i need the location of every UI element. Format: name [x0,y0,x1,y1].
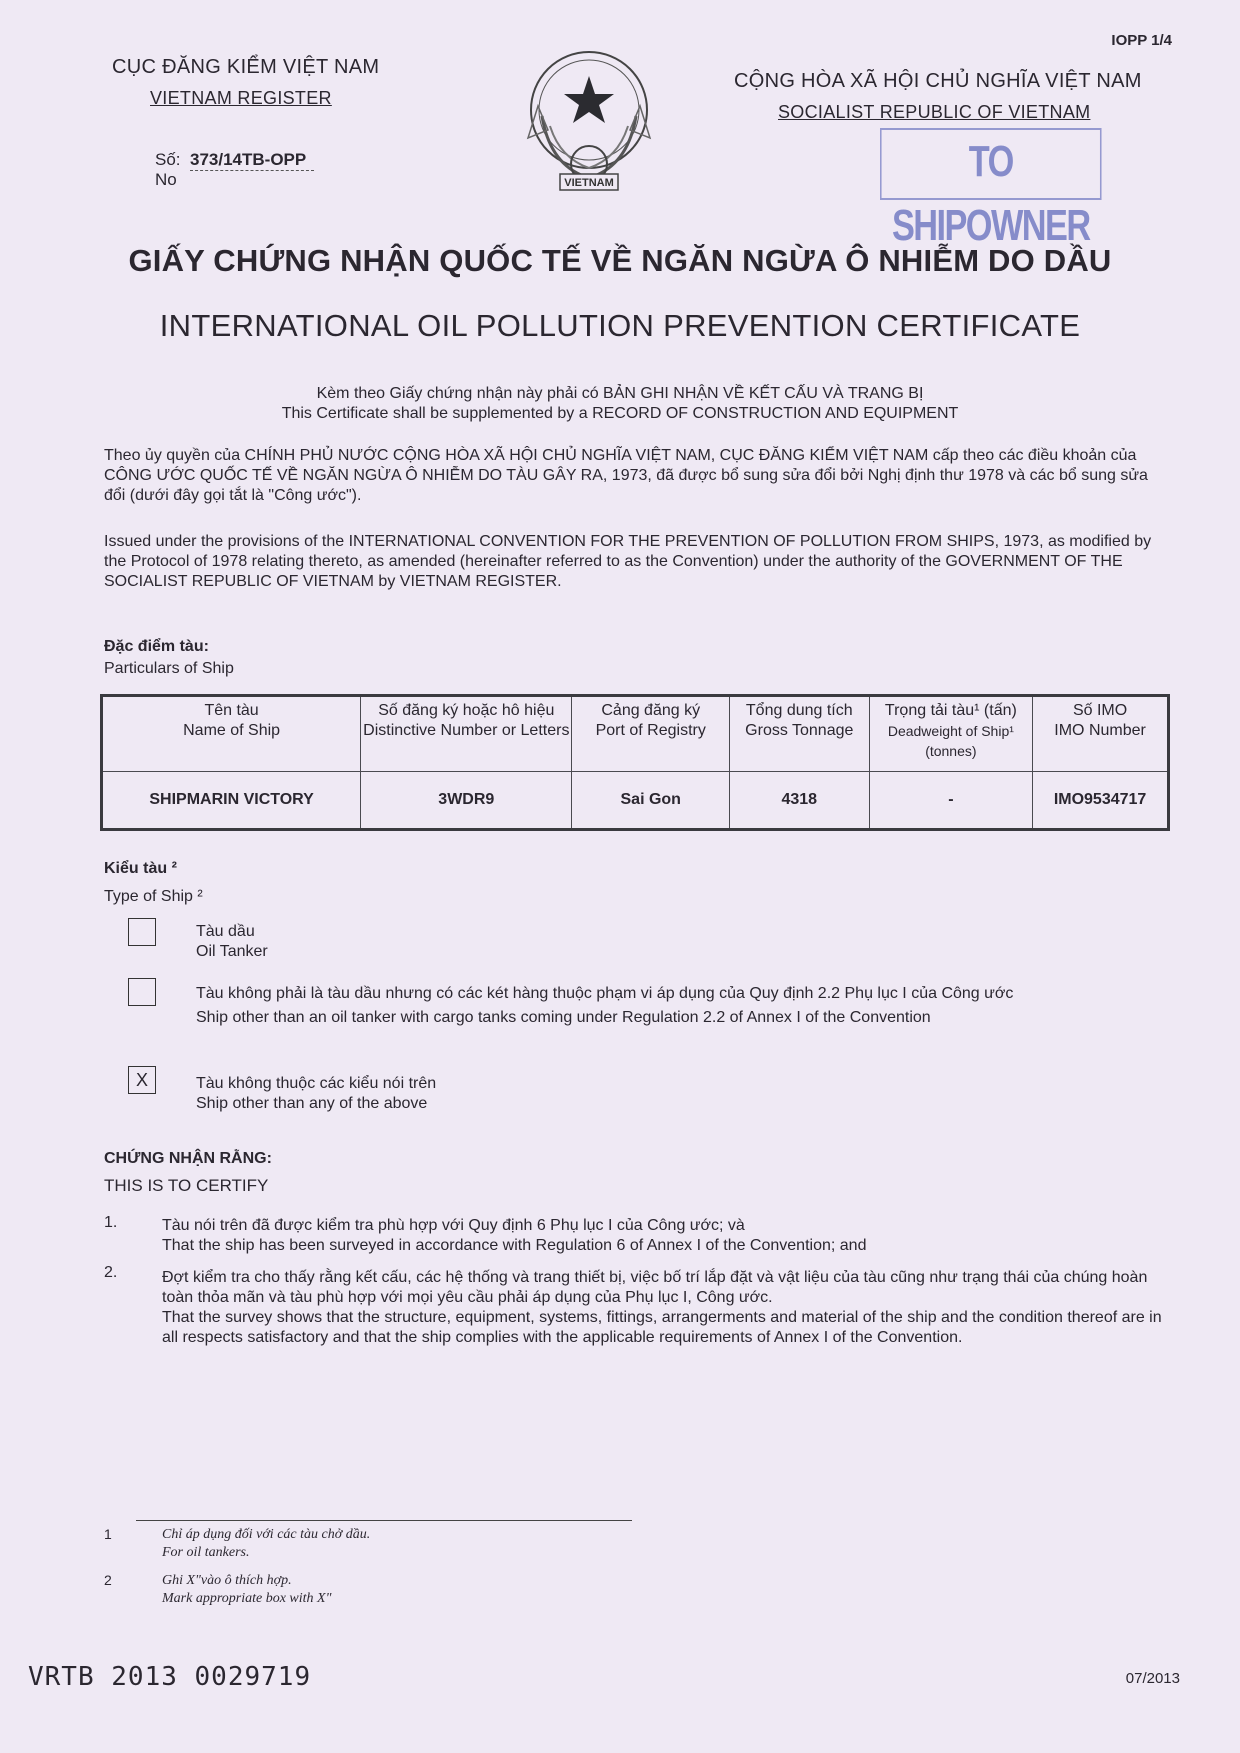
supplement-note-en: This Certificate shall be supplemented by a RECORD OF CONSTRUCTION AND EQUIPMENT [281,405,959,422]
ship-type-label-vn: Kiểu tàu ² [104,860,177,877]
footnote-number: 2 [104,1572,112,1588]
col-header-port: Cảng đăng ký Port of Registry [572,696,730,772]
cert-no-label-vn: Số: [155,150,181,169]
deadweight-cell: - [869,772,1033,830]
gross-tonnage-cell: 4318 [729,772,869,830]
republic-name-vn: CỘNG HÒA XÃ HỘI CHỦ NGHĨA VIỆT NAM [734,70,1142,92]
authority-paragraph-en: Issued under the provisions of the INTERNATIONAL CONVENTION FOR THE PREVENTION OF POLLUTION FROM SHIPS, 1973, as modified by the Protocol of 1978 relating thereto, as amended (hereinafter referred to as the Convention) under the authority of the GOVERNMENT OF THE SOCIALIST REPUBLIC OF VIETNAM by VIETNAM REGISTER. [104,533,1152,590]
register-name-vn: CỤC ĐĂNG KIỂM VIỆT NAM [112,56,380,78]
other-ship-option: Tàu không thuộc các kiểu nói trên Ship other than any of the above [196,1075,437,1112]
cargo-tanks-checkbox[interactable] [128,978,156,1006]
ship-particulars-table [100,694,1170,831]
oil-tanker-option: Tàu dầu Oil Tanker [196,923,268,960]
oil-tanker-checkbox[interactable] [128,918,156,946]
imo-number-cell: IMO9534717 [1033,772,1169,830]
cert-no-label-en: No [155,170,177,189]
table-row [102,772,1169,830]
col-header-name: Tên tàu Name of Ship [102,696,361,772]
supplement-note-vn: Kèm theo Giấy chứng nhận này phải có BẢN GHI NHẬN VỀ KẾT CẤU VÀ TRANG BỊ [316,385,924,402]
certify-item-number: 2. [104,1264,118,1281]
other-ship-checkbox[interactable]: X [128,1066,156,1094]
col-header-deadweight: Trọng tải tàu¹ (tấn) Deadweight of Ship¹ (tonnes) [869,696,1033,772]
particulars-label-en: Particulars of Ship [104,660,234,677]
cert-no-label [155,150,181,190]
cert-no-value: 373/14TB-OPP [190,150,314,171]
form-serial-number: VRTB 2013 0029719 [28,1662,312,1692]
col-header-distinctive-number: Số đăng ký hoặc hô hiệu Distinctive Number or Letters [361,696,572,772]
ship-name-cell: SHIPMARIN VICTORY [102,772,361,830]
footnote-number: 1 [104,1526,112,1542]
certify-item-1: Tàu nói trên đã được kiểm tra phù hợp với Quy định 6 Phụ lục I của Công ước; và That the ship has been surveyed in accordance with Regulation 6 of Annex I of the Convention; and [162,1217,867,1254]
ship-type-label-en: Type of Ship ² [104,888,203,905]
national-emblem-icon [520,46,658,206]
register-name-en: VIETNAM REGISTER [150,88,332,108]
certify-item-2: Đợt kiểm tra cho thấy rằng kết cấu, các hệ thống và trang thiết bị, việc bố trí lắp đặt và vật liệu của tàu cũng như trạng thái của chúng hoàn toàn thỏa mãn và tàu phù hợp với mọi yêu cầu phải áp dụng của Phụ lục I, Công ước. That the survey shows that the structure, equipment, systems, fittings, arrangerments and material of the ship and the condition thereof are in all respects satisfactory and that the ship complies with the applicable requirements of Annex I of the Convention. [162,1269,1162,1346]
certify-label-en: THIS IS TO CERTIFY [104,1176,269,1195]
republic-name-en: SOCIALIST REPUBLIC OF VIETNAM [778,102,1091,122]
form-date-code: 07/2013 [1125,1670,1180,1687]
page-code: IOPP 1/4 [1111,32,1172,49]
table-header-row [102,696,1169,772]
authority-paragraph-vn: Theo ủy quyền của CHÍNH PHỦ NƯỚC CỘNG HÒA XÃ HỘI CHỦ NGHĨA VIỆT NAM, CỤC ĐĂNG KIỂM VIỆT NAM cấp theo các điều khoản của CÔNG ƯỚC QUỐC TẾ VỀ NGĂN NGỪA Ô NHIỄM DO TÀU GÂY RA, 1973, đã được bổ sung sửa đổi bởi Nghị định thư 1978 và các bổ sung sửa đổi (dưới đây gọi tắt là "Công ước"). [104,447,1148,504]
emblem-text: VIETNAM [564,177,614,189]
certificate-title-en: INTERNATIONAL OIL POLLUTION PREVENTION CERTIFICATE [159,308,1081,343]
col-header-imo: Số IMO IMO Number [1033,696,1169,772]
certify-item-number: 1. [104,1214,118,1231]
supplement-note [0,384,1240,424]
footnote-1: Chỉ áp dụng đối với các tàu chở dầu. For oil tankers. [162,1527,371,1560]
certify-label-vn: CHỨNG NHẬN RẰNG: [104,1150,272,1167]
port-cell: Sai Gon [572,772,730,830]
footnote-2: Ghi X"vào ô thích hợp. Mark appropriate box with X" [162,1573,332,1606]
particulars-label-vn: Đặc điểm tàu: [104,638,209,655]
certificate-title-vn: GIẤY CHỨNG NHẬN QUỐC TẾ VỀ NGĂN NGỪA Ô NHIỄM DO DẦU [128,243,1112,278]
cargo-tanks-option: Tàu không phải là tàu dầu nhưng có các két hàng thuộc phạm vi áp dụng của Quy định 2.2 Phụ lục I của Công ước Ship other than an oil tanker with cargo tanks coming under Regulation 2.2 of Annex I of the Convention [196,985,1014,1026]
footnote-divider [136,1520,632,1521]
col-header-gross-tonnage: Tổng dung tích Gross Tonnage [729,696,869,772]
shipowner-stamp: TO SHIPOWNER [880,128,1102,200]
distinctive-number-cell: 3WDR9 [361,772,572,830]
